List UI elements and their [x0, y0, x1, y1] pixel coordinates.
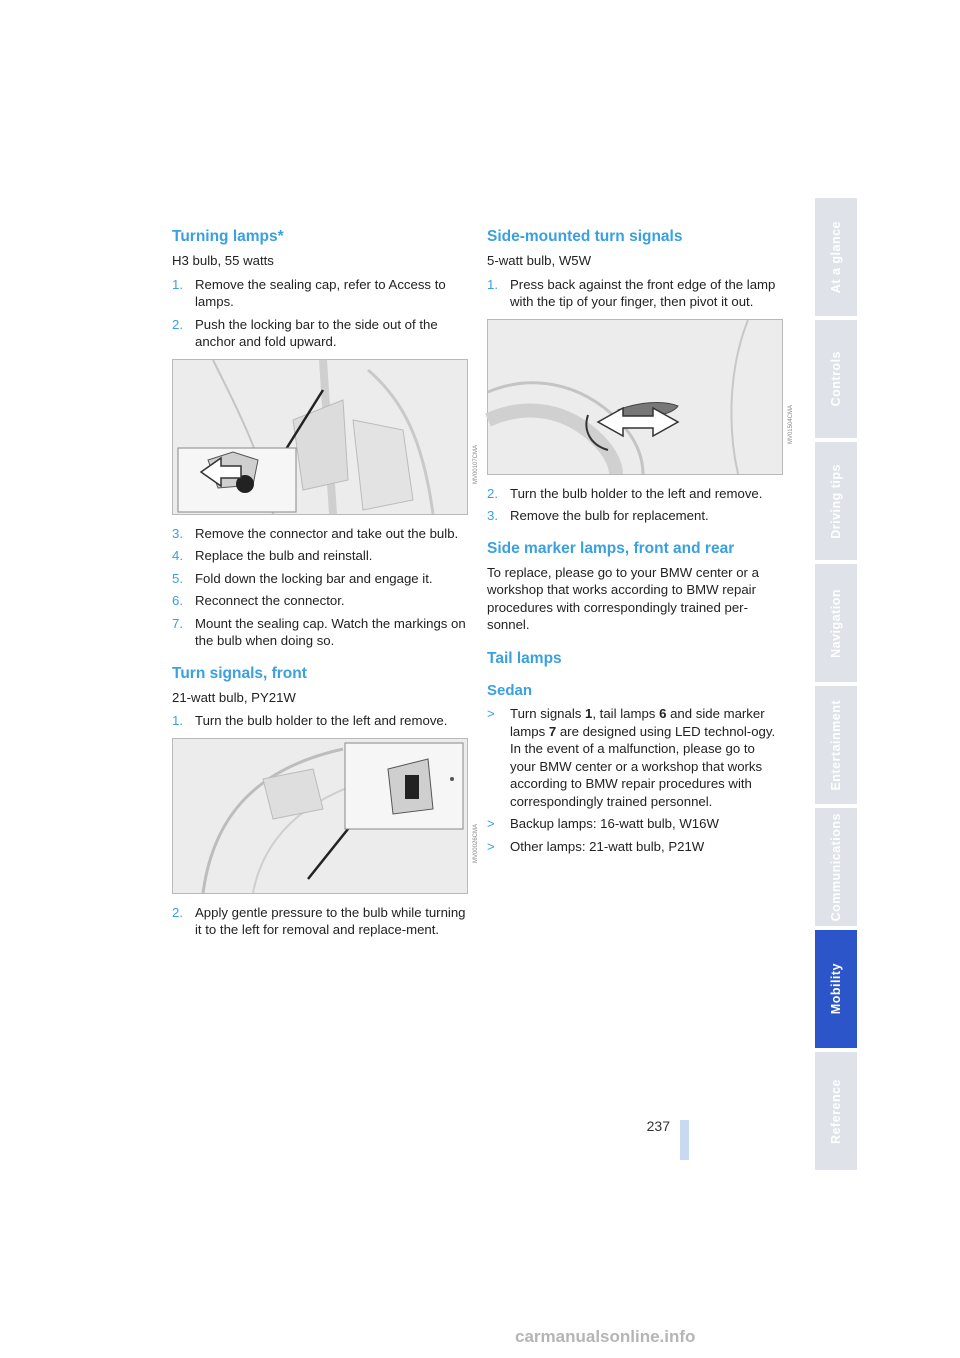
step-number: 5. [172, 570, 183, 586]
step-text: Remove the bulb for replacement. [510, 508, 709, 523]
tab-at-a-glance[interactable] [815, 198, 857, 316]
step-text: Apply gentle pressure to the bulb while turning it to the left for removal and replace-ment. [195, 904, 466, 937]
step-text: Push the locking bar to the side out of the anchor and fold upward. [195, 316, 438, 349]
engine-bay-illustration [173, 360, 467, 514]
callout-number: 6 [659, 706, 667, 721]
side-marker-text: To replace, please go to your BMW center or a workshop that works according to BMW repair procedures with correspondingly trained per-sonnel. [487, 564, 759, 632]
tab-label: Communications [829, 812, 843, 922]
step-text: Press back against the front edge of the lamp with the tip of your finger, then pivot it out. [510, 276, 776, 309]
step-text: Remove the connector and take out the bulb. [195, 525, 459, 541]
step-text: Replace the bulb and reinstall. [195, 548, 373, 563]
bullet-item [487, 838, 783, 856]
callout-number: 1 [585, 706, 593, 721]
figure-side-turn-signal [487, 319, 794, 475]
step-text: Remove the sealing cap, refer to Access to lamps. [195, 276, 446, 309]
bullet-item [487, 815, 783, 833]
figure-turning-lamp [172, 359, 479, 515]
headlight-illustration [173, 739, 467, 893]
chapter-tabs [815, 198, 857, 1174]
tab-label: Reference [829, 1078, 843, 1144]
tab-label: Mobility [829, 963, 843, 1015]
bulb-spec: 5-watt bulb, W5W [487, 253, 592, 268]
step-number: 2. [487, 485, 498, 501]
step-item [172, 525, 468, 543]
step-number: 1. [487, 276, 498, 292]
step-text: Fold down the locking bar and engage it. [195, 570, 433, 586]
left-column [172, 228, 479, 944]
section-heading-side-marker: Side marker lamps, front and rear [487, 539, 735, 557]
bullet-text: Backup lamps: 16-watt bulb, W16W [510, 816, 719, 831]
step-number: 1. [172, 276, 183, 292]
bulb-spec: 21-watt bulb, PY21W [172, 689, 296, 705]
step-item [487, 485, 783, 503]
figure-turn-signal-front [172, 738, 479, 894]
tab-label: Navigation [829, 588, 843, 658]
step-number: 3. [172, 525, 183, 541]
tab-mobility[interactable] [815, 930, 857, 1048]
tab-controls[interactable] [815, 320, 857, 438]
text-part: and side marker lamps [510, 706, 765, 739]
step-item [172, 592, 468, 610]
step-item [172, 547, 468, 565]
step-number: 2. [172, 904, 183, 920]
step-item [487, 507, 783, 525]
right-column [487, 228, 794, 860]
bullet-text [510, 705, 783, 810]
text-part: are designed using LED technol-ogy. In the event of a malfunction, please go to your BMW center or a workshop that works according to BMW repair procedures with correspondingly trained personnel. [510, 723, 776, 809]
callout-number: 7 [548, 723, 557, 739]
text-part: , tail lamps [592, 706, 660, 721]
step-number: 7. [172, 615, 183, 631]
figure-code: MV00026CMA [472, 823, 479, 863]
watermark: carmanualsonline.info [515, 1327, 696, 1346]
section-heading-turn-signals-front: Turn signals, front [172, 664, 307, 682]
tab-navigation[interactable] [815, 564, 857, 682]
tab-label: Controls [829, 351, 843, 407]
section-heading-tail-lamps: Tail lamps [487, 649, 562, 667]
step-text: Turn the bulb holder to the left and remove. [510, 485, 763, 501]
step-number: 1. [172, 713, 183, 728]
bullet-marker: > [487, 838, 495, 854]
section-heading-side-turn-signals: Side-mounted turn signals [487, 228, 683, 245]
step-item [172, 316, 468, 351]
tab-label: Driving tips [829, 463, 843, 539]
step-text: Turn the bulb holder to the left and remove. [195, 713, 448, 728]
tab-label: Entertainment [829, 699, 843, 791]
tab-reference[interactable] [815, 1052, 857, 1170]
step-item [172, 712, 468, 730]
bullet-item [487, 705, 783, 810]
tab-entertainment[interactable] [815, 686, 857, 804]
step-number: 2. [172, 316, 183, 332]
step-item [172, 904, 468, 939]
subheading-sedan: Sedan [487, 681, 533, 699]
bullet-text: Other lamps: 21-watt bulb, P21W [510, 838, 705, 854]
tab-driving-tips[interactable] [815, 442, 857, 560]
bullet-marker: > [487, 706, 495, 721]
step-text: Mount the sealing cap. Watch the markings on the bulb when doing so. [195, 615, 466, 648]
step-text: Reconnect the connector. [195, 593, 345, 608]
step-item [172, 615, 468, 650]
step-item [487, 276, 783, 311]
page-number: 237 [646, 1118, 670, 1134]
step-number: 6. [172, 593, 183, 608]
step-number: 3. [487, 508, 498, 523]
figure-code: MV01504CMA [787, 404, 794, 444]
text-part: Turn signals [510, 706, 586, 721]
section-heading-turning-lamps: Turning lamps* [172, 228, 284, 245]
step-item [172, 570, 468, 588]
tab-label: At a glance [829, 220, 843, 294]
bulb-spec: H3 bulb, 55 watts [172, 253, 274, 268]
figure-code: MV00107CMA [472, 444, 479, 484]
step-item [172, 276, 468, 311]
tab-communications[interactable] [815, 808, 857, 926]
step-number: 4. [172, 548, 183, 563]
page-marker-bar [680, 1120, 689, 1160]
bullet-marker: > [487, 816, 495, 831]
fender-illustration [488, 320, 782, 474]
